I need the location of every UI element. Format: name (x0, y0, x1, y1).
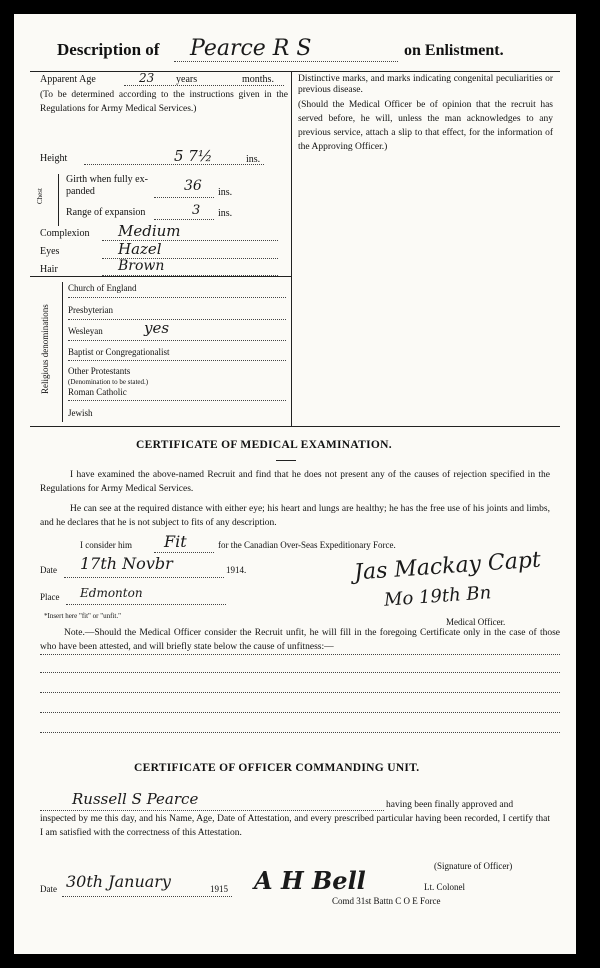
fit-value: Fit (164, 532, 187, 551)
girth-label: Girth when fully ex- panded (66, 174, 148, 197)
height-unit: ins. (246, 154, 261, 165)
officer-date-label: Date (40, 884, 57, 894)
hair-value: Brown (118, 258, 165, 274)
chest-bracket (58, 174, 59, 226)
officer-rank: Lt. Colonel (424, 882, 465, 892)
expansion-line (154, 219, 214, 220)
marks-note: (Should the Medical Officer be of opinion that the recruit has served before, he will, unless the man acknowledges to any previous service, attach a slip to that effect, for the information of the Approving Officer.) (298, 100, 553, 152)
officer-name-handwritten: Russell S Pearce (72, 790, 199, 808)
eyes-label: Eyes (40, 246, 60, 257)
medical-officer-label: Medical Officer. (446, 617, 506, 627)
religion-bracket (62, 282, 63, 422)
religion-line (68, 340, 286, 341)
religion-mark: yes (144, 319, 170, 337)
unfit-line (40, 712, 560, 713)
place-label: Place (40, 592, 60, 602)
age-value: 23 (139, 71, 155, 85)
place-value: Edmonton (80, 586, 143, 600)
unfit-line (40, 654, 560, 655)
marks-label: Distinctive marks, and marks indicating congenital peculiarities or previous disease. (298, 74, 553, 95)
consider-suffix: for the Canadian Over-Seas Expeditionary Force. (218, 540, 396, 550)
medical-note: Note.—Should the Medical Officer consider the Recruit unfit, he will fill in the foregoing Certificate only in the case of those who have been attested, and will briefly state below the cause of unfitness:— (40, 628, 560, 652)
enlistment-form (14, 14, 576, 954)
hair-line (102, 275, 278, 276)
officer-para: inspected by me this day, and his Name, Age, Date of Attestation, and every prescribed particular having been recorded, I certify that I am satisfied with the correctness of this Attestation. (40, 814, 550, 838)
unfit-line (40, 672, 560, 673)
religion-jewish: Jewish (68, 408, 93, 418)
unfit-line (40, 732, 560, 733)
chest-label: Chest (36, 188, 44, 204)
date-label: Date (40, 565, 57, 575)
religion-line (68, 319, 286, 320)
age-label: Apparent Age (40, 74, 96, 85)
religion-church-of-england: Church of England (68, 283, 137, 293)
date-value: 17th Novbr (80, 554, 173, 573)
religion-denomination-note: (Denomination to be stated.) (68, 378, 149, 386)
expansion-unit: ins. (218, 208, 233, 219)
girth-value: 36 (184, 178, 202, 194)
section-rule (30, 426, 560, 427)
expansion-label: Range of expansion (66, 207, 146, 218)
officer-text1: having been finally approved and (386, 800, 514, 810)
age-months: months. (242, 74, 274, 85)
fit-line (154, 552, 214, 553)
girth-unit: ins. (218, 187, 233, 198)
hair-label: Hair (40, 264, 58, 275)
religion-line (68, 297, 286, 298)
religion-line (68, 360, 286, 361)
religion-baptist: Baptist or Congregationalist (68, 347, 170, 357)
expansion-value: 3 (192, 203, 201, 218)
complexion-value: Medium (118, 222, 181, 240)
top-rule (30, 71, 560, 72)
officer-name-line (40, 810, 384, 811)
title-left: Description of (57, 40, 160, 59)
title-right: on Enlistment. (404, 42, 504, 59)
religion-other-protestants: Other Protestants (68, 366, 131, 376)
girth-line (154, 197, 214, 198)
date-line (64, 577, 224, 578)
officer-sig-label: (Signature of Officer) (434, 861, 513, 871)
consider-prefix: I consider him (80, 540, 132, 550)
title-underline (276, 460, 296, 461)
religion-line (68, 400, 286, 401)
age-note: (To be determined according to the instructions given in the Regulations for Army Medical Services.) (40, 90, 288, 114)
medical-para1: I have examined the above-named Recruit and find that he does not present any of the causes of rejection specified in the Regulations for Army Medical Services. (40, 470, 550, 494)
officer-year: 1915 (210, 884, 228, 894)
medical-para2: He can see at the required distance with either eye; his heart and lungs are healthy; he has the free use of his joints and limbs, and he declares that he is not subject to fits of any description. (40, 504, 550, 528)
fit-note: *Insert here "fit" or "unfit." (44, 612, 121, 620)
name-handwritten: Pearce R S (190, 36, 312, 61)
medical-signature-2: Mo 19th Bn (383, 582, 492, 611)
name-line (174, 61, 398, 62)
place-line (66, 604, 226, 605)
officer-date-line (62, 896, 232, 897)
eyes-value: Hazel (118, 240, 162, 258)
complexion-label: Complexion (40, 228, 90, 239)
religion-side-label: Religious denominations (40, 304, 50, 394)
age-line (124, 85, 284, 86)
officer-date-value: 30th January (66, 872, 171, 891)
column-divider (291, 71, 292, 427)
unfit-line (40, 692, 560, 693)
officer-unit: Comd 31st Battn C O E Force (332, 896, 441, 906)
height-label: Height (40, 153, 68, 164)
religion-presbyterian: Presbyterian (68, 305, 113, 315)
height-value: 5 7½ (174, 147, 213, 165)
officer-signature: A H Bell (254, 866, 366, 895)
officer-title: CERTIFICATE OF OFFICER COMMANDING UNIT. (134, 762, 420, 774)
religion-wesleyan: Wesleyan (68, 326, 103, 336)
religion-rule (30, 276, 292, 277)
medical-signature: Jas Mackay Capt (353, 547, 542, 586)
date-year: 1914. (226, 565, 247, 575)
age-years: years (176, 74, 198, 85)
medical-title: CERTIFICATE OF MEDICAL EXAMINATION. (136, 439, 392, 451)
religion-roman-catholic: Roman Catholic (68, 387, 127, 397)
